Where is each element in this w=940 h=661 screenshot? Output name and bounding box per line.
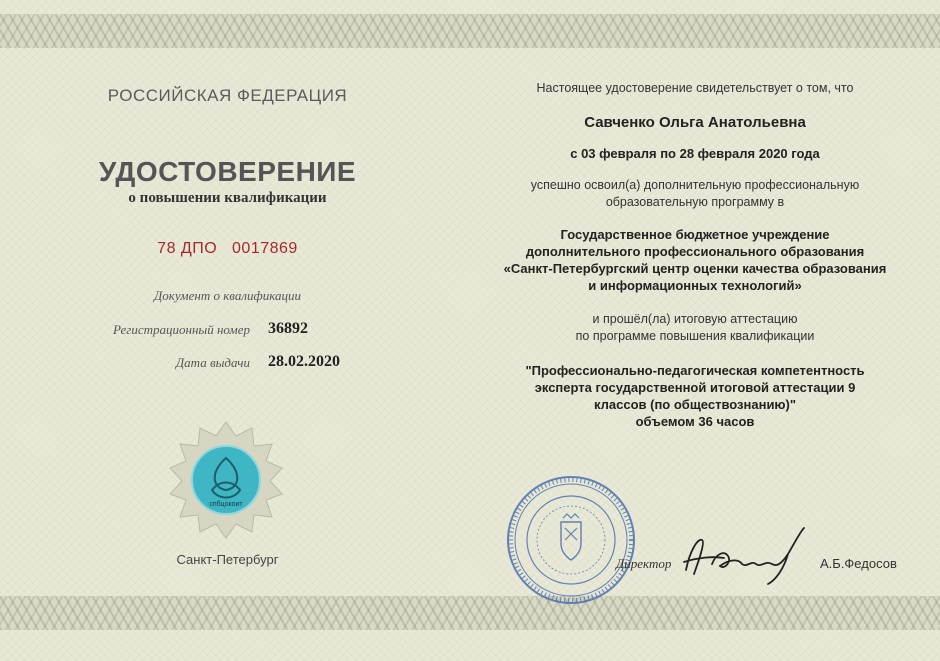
document-type: Документ о квалификации (154, 288, 301, 303)
serial-number: 78 ДПО 0017869 (157, 240, 298, 257)
study-period: с 03 февраля по 28 февраля 2020 года (570, 146, 820, 161)
mastered-text-line2: образовательную программу в (605, 195, 785, 209)
official-stamp-icon (505, 474, 637, 606)
country-name: РОССИЙСКАЯ ФЕДЕРАЦИЯ (107, 86, 348, 105)
passed-text-line1: и прошёл(ла) итоговую аттестацию (592, 312, 798, 326)
organization-line2: дополнительного профессионального образования (525, 244, 865, 259)
passed-text-line2: по программе повышения квалификации (575, 329, 815, 343)
certificate-title: УДОСТОВЕРЕНИЕ (98, 156, 357, 187)
program-hours: объемом 36 часов (635, 414, 755, 429)
top-ornament-band (0, 14, 940, 48)
issue-date-value: 28.02.2020 (268, 353, 340, 370)
program-line3: классов (по обществознанию)" (593, 397, 797, 412)
city: Санкт-Петербург (176, 552, 279, 567)
bottom-ornament-band (0, 596, 940, 630)
organization-line1: Государственное бюджетное учреждение (560, 227, 830, 242)
holder-name: Савченко Ольга Анатольевна (584, 114, 806, 131)
program-line2: эксперта государственной итоговой аттестации 9 (534, 380, 856, 395)
intro-text: Настоящее удостоверение свидетельствует о том, что (536, 81, 854, 95)
director-label: Директор (616, 556, 672, 571)
director-signature (676, 520, 816, 590)
organization-line4: и информационных технологий» (588, 278, 802, 293)
certificate-subtitle: о повышении квалификации (128, 190, 327, 206)
registration-number-value: 36892 (268, 320, 308, 337)
issue-date-label: Дата выдачи (175, 355, 250, 370)
organization-line3: «Санкт-Петербургский центр оценки качества образования (503, 261, 887, 276)
registration-number-label: Регистрационный номер (113, 322, 250, 337)
hologram-seal-icon (166, 420, 286, 540)
director-name: А.Б.Федосов (820, 556, 897, 571)
hologram-text: спбцокоит (209, 501, 243, 508)
program-line1: "Профессионально-педагогическая компетентность (525, 363, 865, 378)
mastered-text-line1: успешно освоил(а) дополнительную профессиональную (530, 178, 860, 192)
